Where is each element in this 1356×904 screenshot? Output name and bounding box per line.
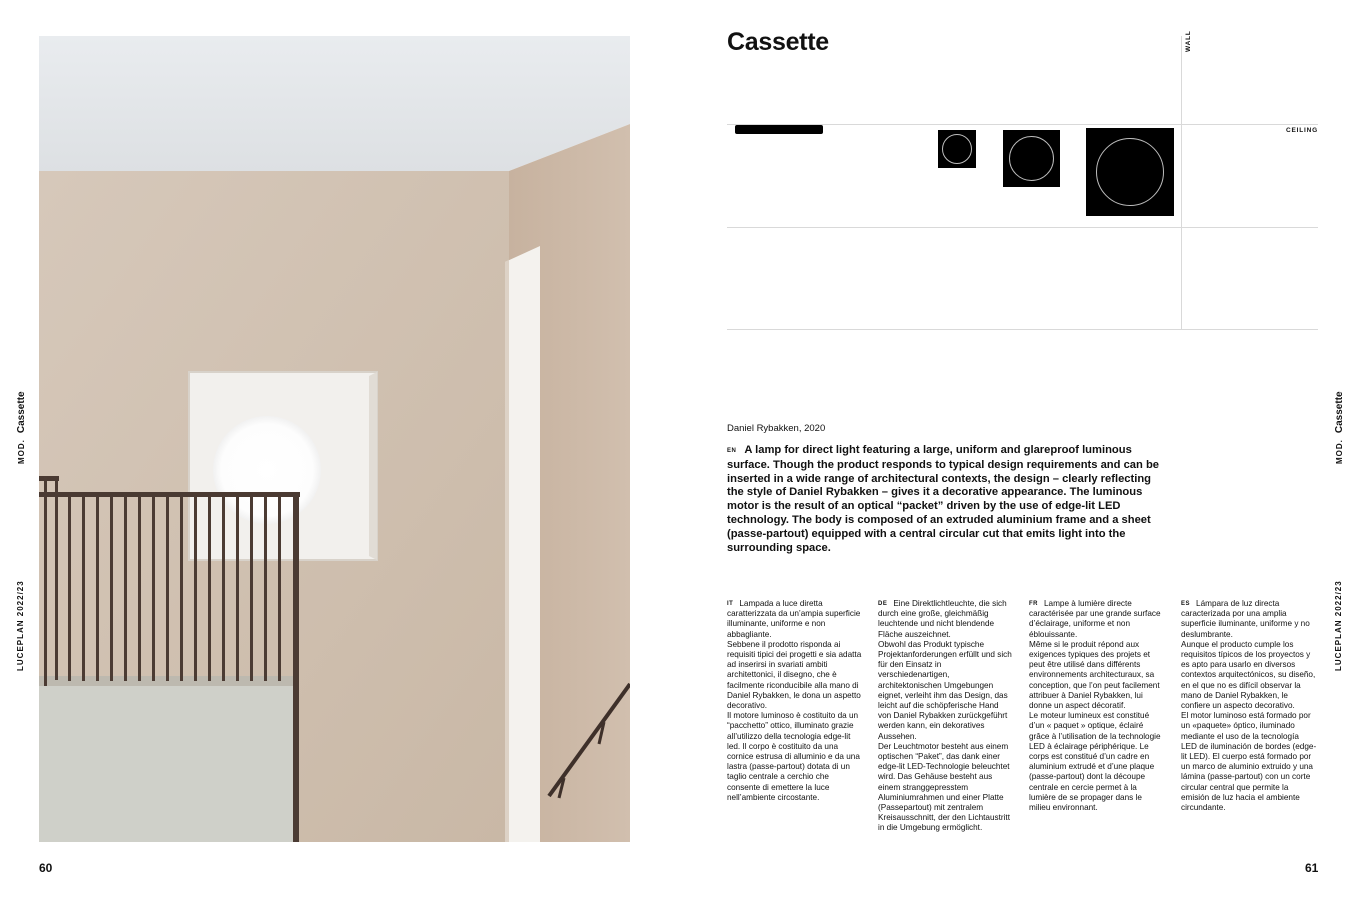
lang-tag: IT (727, 601, 734, 607)
paragraph: Lámpara de luz directa caracterizada por una amplia superficie iluminante, uniforme y no deslumbrante. (1181, 599, 1310, 639)
paragraph: Obwohl das Produkt typische Projektanforderungen erfüllt und sich für den Einsatz in verschiedenartigen, architektonischen Umgebungen eignet, verleiht ihm das Design, das leicht auf die schöpferische Hand von Daniel Rybakken zurückgeführt werden kann, ein dekoratives Aussehen. (878, 639, 1012, 741)
lamp-large (1086, 128, 1174, 216)
grid-line (727, 227, 1318, 228)
intro-en (727, 444, 1167, 555)
left-side-series: LUCEPLAN 2022/23 (16, 580, 25, 671)
lang-tag: DE (878, 601, 888, 607)
lamp-small (938, 130, 976, 168)
grid-line (1181, 36, 1182, 329)
page-number-left: 60 (39, 861, 53, 875)
label-ceiling: CEILING (1286, 127, 1318, 134)
description-de (878, 599, 1014, 834)
side-label-prefix: MOD. (1335, 439, 1344, 464)
lang-tag: FR (1029, 601, 1038, 607)
lang-tag: ES (1181, 601, 1191, 607)
paragraph: Même si le produit répond aux exigences typiques des projets et peut être utilisé dans différents environnements architecturaux, sa conception, que l’on peut facilement attribuer à Daniel Rybakken, lui donne un aspect décoratif. (1029, 639, 1160, 711)
designer-credit: Daniel Rybakken, 2020 (727, 423, 826, 434)
paragraph: Lampe à lumière directe caractérisée par une grande surface d’éclairage, uniforme et non éblouissante. (1029, 599, 1161, 639)
paragraph: Eine Direktlichtleuchte, die sich durch eine große, gleichmäßig leuchtende und nicht blendende Fläche auszeichnet. (878, 599, 1007, 639)
intro-text: A lamp for direct light featuring a large, uniform and glareproof luminous surface. Though the product responds to typical design requirements and can be inserted in a wide range of architectural contexts, the design – clearly reflecting the style of Daniel Rybakken – gives it a decorative appearance. The luminous motor is the result of an optical “packet” driven by the use of edge-lit LED technology. The body is composed of an extruded aluminium frame and a sheet (passe-partout) equipped with a central circular cut that emits light into the surrounding space. (727, 444, 1160, 554)
left-side-label (16, 391, 27, 464)
lang-tag: EN (727, 448, 737, 454)
description-it (727, 599, 863, 803)
right-side-label (1334, 391, 1345, 464)
side-label-name: Cassette (1334, 391, 1345, 434)
lamp-medium (1003, 130, 1060, 187)
description-es (1181, 599, 1317, 813)
side-label-prefix: MOD. (17, 439, 26, 464)
paragraph: Aunque el producto cumple los requisitos típicos de los proyectos y es apto para usarlo en diversos contextos arquitectónicos, su diseño, en el que no es difícil observar la mano de Daniel Rybakken, le confiere un aspecto decorativo. (1181, 639, 1316, 711)
paragraph: Il motore luminoso è costituito da un “pacchetto” ottico, illuminato grazie all’utilizzo della tecnologia edge-lit led. Il corpo è costituito da una cornice estrusa di alluminio e da una lastra (passe-partout) dotata di un taglio centrale a cerchio che consente di emettere la luce nell’ambiente circostante. (727, 711, 860, 802)
paragraph: Lampada a luce diretta caratterizzata da un’ampia superficie illuminante, uniforme e non abbagliante. (727, 599, 861, 639)
side-label-name: Cassette (16, 391, 27, 434)
grid-line (727, 329, 1318, 330)
product-title: Cassette (727, 28, 829, 56)
page-number-right: 61 (1305, 861, 1319, 875)
stairwell-illustration (39, 36, 630, 842)
paragraph: El motor luminoso está formado por un «paquete» óptico, iluminado mediante el uso de la tecnología LED de iluminación de bordes (edge-lit LED). El cuerpo está formado por un marco de aluminio extruido y una lámina (passe-partout) con un corte circular central que permite la emisión de luz hacia el ambiente circundante. (1181, 711, 1317, 813)
paragraph: Sebbene il prodotto risponda ai requisiti tipici dei progetti e sia adatta ad inserirsi in svariati ambiti architettonici, il disegno, che è facilmente riconducibile alla mano di Daniel Rybakken, le dona un aspetto decorativo. (727, 639, 862, 711)
right-side-series: LUCEPLAN 2022/23 (1334, 580, 1343, 671)
paragraph: Der Leuchtmotor besteht aus einem optischen “Paket”, das dank einer edge-lit LED-Technologie beleuchtet wird. Das Gehäuse besteht aus einem stranggepresstem Aluminiumrahmen und einer Platte (Passepartout) mit zentralem Kreisausschnitt, der den Lichtaustritt in die Umgebung ermöglicht. (878, 741, 1010, 833)
label-wall: WALL (1185, 30, 1192, 52)
paragraph: Le moteur lumineux est constitué d’un « paquet » optique, éclairé grâce à l’utilisation de la technologie LED à éclairage périphérique. Le corps est constitué d’un cadre en aluminium extrudé et d’une plaque (passe-partout) dont la découpe centrale en cercie permet à la lumière de se propager dans le milieu environnant. (1029, 711, 1161, 813)
product-photo (39, 36, 630, 842)
description-fr (1029, 599, 1165, 813)
wall-lamp-profile (735, 125, 823, 134)
